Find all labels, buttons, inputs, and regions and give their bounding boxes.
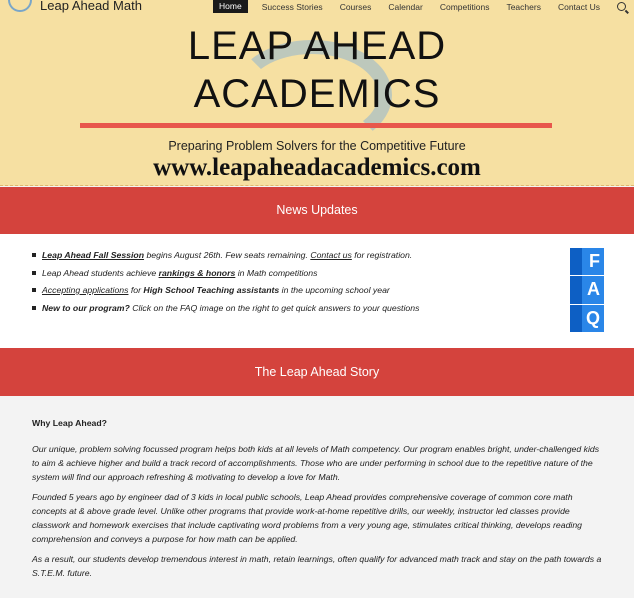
rankings-link[interactable]: rankings & honors — [158, 267, 236, 278]
faq-image[interactable] — [570, 248, 604, 332]
hero-subtitle: Preparing Problem Solvers for the Competitive Future — [168, 139, 466, 153]
fall-session-link[interactable]: Leap Ahead Fall Session — [42, 250, 145, 260]
faq-cube: F — [570, 248, 604, 275]
story-paragraph: Founded 5 years ago by engineer dad of 3 kids in local public schools, Leap Ahead provides comprehensive coverage of common core math concepts at & above grade level. Unlike other programs that provide work-at-home repetitive drills, our weekly, instructor led classes provide classwork and homework exercises that include captivating word problems from a very young age, stimulates critical thinking, develops reading comprehension and conveys a purpose for how math can be applied. — [32, 492, 582, 544]
nav-contact-us[interactable]: Contact Us — [557, 1, 600, 12]
news-text: begins August 26th. Few seats remaining. — [144, 250, 311, 260]
hero-banner — [0, 0, 634, 186]
hero-title-line1: LEAP AHEAD — [187, 24, 447, 68]
news-text: Click on the FAQ image on the right to get quick answers to your questions — [129, 302, 420, 313]
applications-link[interactable]: Accepting applications — [42, 285, 129, 295]
list-item — [32, 303, 419, 313]
faq-cube: A — [570, 276, 604, 303]
news-section — [0, 234, 634, 348]
news-heading: News Updates — [0, 187, 634, 234]
hero-title-line2: ACADEMICS — [193, 72, 441, 116]
news-text: for registration. — [351, 250, 413, 260]
search-icon[interactable] — [617, 2, 626, 11]
nav-courses[interactable]: Courses — [339, 1, 372, 12]
site-title[interactable]: Leap Ahead Math — [40, 0, 142, 13]
news-text: for — [128, 285, 144, 295]
story-paragraph: As a result, our students develop tremendous interest in math, retain learnings, often qualify for advanced math track and stay on the path towards a S.T.E.M. future. — [32, 554, 602, 578]
news-text: in Math competitions — [235, 267, 318, 278]
nav-home[interactable]: Home — [213, 0, 248, 13]
list-item — [32, 250, 419, 260]
story-heading: The Leap Ahead Story — [0, 348, 634, 396]
news-list — [32, 250, 419, 320]
story-section — [32, 416, 606, 586]
main-nav — [213, 0, 634, 13]
story-subheading: Why Leap Ahead? — [32, 418, 107, 428]
hero-url: www.leapaheadacademics.com — [153, 154, 481, 181]
news-text: in the upcoming school year — [279, 285, 390, 295]
list-item — [32, 268, 419, 278]
news-bold: New to our program? — [42, 302, 130, 313]
nav-teachers[interactable]: Teachers — [506, 1, 541, 12]
site-logo[interactable] — [8, 0, 32, 12]
nav-calendar[interactable]: Calendar — [388, 1, 423, 12]
list-item — [32, 285, 419, 295]
nav-success-stories[interactable]: Success Stories — [261, 1, 323, 12]
divider — [80, 123, 552, 128]
contact-us-link[interactable]: Contact us — [310, 250, 352, 260]
story-paragraph: Our unique, problem solving focussed program helps both kids at all levels of Math competency. Our program enables bright, under-challenged kids to aim & achieve higher and build a track record of accomplishments. Those who are under performing in school due to the repetitive nature of the system will find our approach refreshing & motivating to develop a love for Math. — [32, 444, 600, 482]
faq-cube: Q — [570, 305, 604, 332]
news-bold: High School Teaching assistants — [143, 285, 280, 295]
nav-competitions[interactable]: Competitions — [439, 1, 490, 12]
news-text: Leap Ahead students achieve — [42, 267, 159, 278]
